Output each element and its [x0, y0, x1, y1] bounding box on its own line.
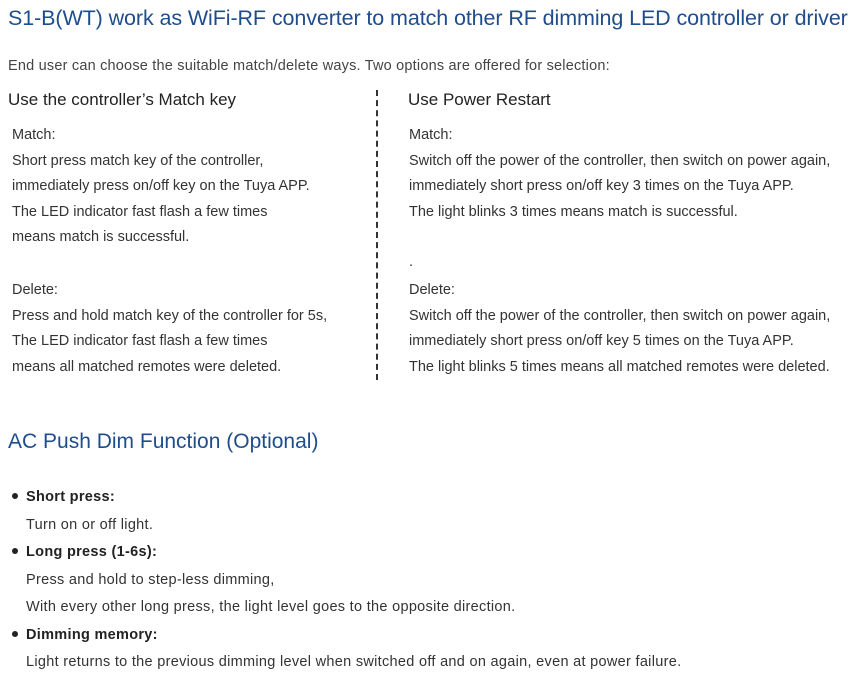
- bullet-list: [12, 484, 681, 677]
- bullet-item-text: With every other long press, the light level goes to the opposite direction.: [26, 599, 516, 615]
- bullet-item-head: Long press (1-6s):: [12, 539, 681, 567]
- left-match-line: means match is successful.: [12, 229, 190, 245]
- bullet-icon: [12, 631, 18, 637]
- left-match-line: Short press match key of the controller,: [12, 152, 264, 169]
- left-match-line: immediately press on/off key on the Tuya APP.: [12, 178, 310, 194]
- section-title: AC Push Dim Function (Optional): [8, 430, 319, 453]
- right-column-heading: Use Power Restart: [408, 90, 551, 109]
- bullet-icon: [12, 493, 18, 499]
- right-match-label: Match:: [409, 127, 453, 143]
- left-match-line: The LED indicator fast flash a few times: [12, 203, 268, 220]
- right-delete-label: Delete:: [409, 282, 455, 298]
- right-match-line: Switch off the power of the controller, then switch on power again,: [409, 152, 831, 169]
- left-column-heading: Use the controller’s Match key: [8, 90, 237, 109]
- right-delete-line: immediately short press on/off key 5 times on the Tuya APP.: [409, 333, 794, 349]
- right-match-line: immediately short press on/off key 3 times on the Tuya APP.: [409, 178, 794, 194]
- left-delete-line: Press and hold match key of the controller for 5s,: [12, 307, 328, 324]
- page-title: S1-B(WT) work as WiFi-RF converter to match other RF dimming LED controller or driver: [8, 6, 848, 30]
- left-match-block: [12, 123, 310, 251]
- right-match-line: The light blinks 3 times means match is successful.: [409, 203, 738, 220]
- column-divider: [376, 90, 378, 380]
- right-match-block: [409, 123, 830, 225]
- bullet-item-text: Light returns to the previous dimming level when switched off and on again, even at power failure.: [26, 654, 682, 670]
- right-delete-line: Switch off the power of the controller, then switch on power again,: [409, 307, 831, 324]
- right-stray-dot: .: [409, 254, 414, 270]
- left-match-label: Match:: [12, 127, 56, 143]
- left-delete-block: [12, 278, 327, 380]
- right-delete-block: [409, 278, 830, 380]
- left-delete-label: Delete:: [12, 282, 58, 298]
- left-delete-line: means all matched remotes were deleted.: [12, 358, 282, 375]
- bullet-item-head: Dimming memory:: [12, 622, 681, 650]
- intro-text: End user can choose the suitable match/delete ways. Two options are offered for selection:: [8, 58, 610, 74]
- bullet-item-text: Turn on or off light.: [26, 516, 154, 533]
- bullet-icon: [12, 548, 18, 554]
- right-delete-line: The light blinks 5 times means all matched remotes were deleted.: [409, 358, 830, 375]
- bullet-item-text: Press and hold to step-less dimming,: [26, 571, 275, 588]
- left-delete-line: The LED indicator fast flash a few times: [12, 333, 268, 349]
- bullet-item-head: Short press:: [12, 484, 681, 512]
